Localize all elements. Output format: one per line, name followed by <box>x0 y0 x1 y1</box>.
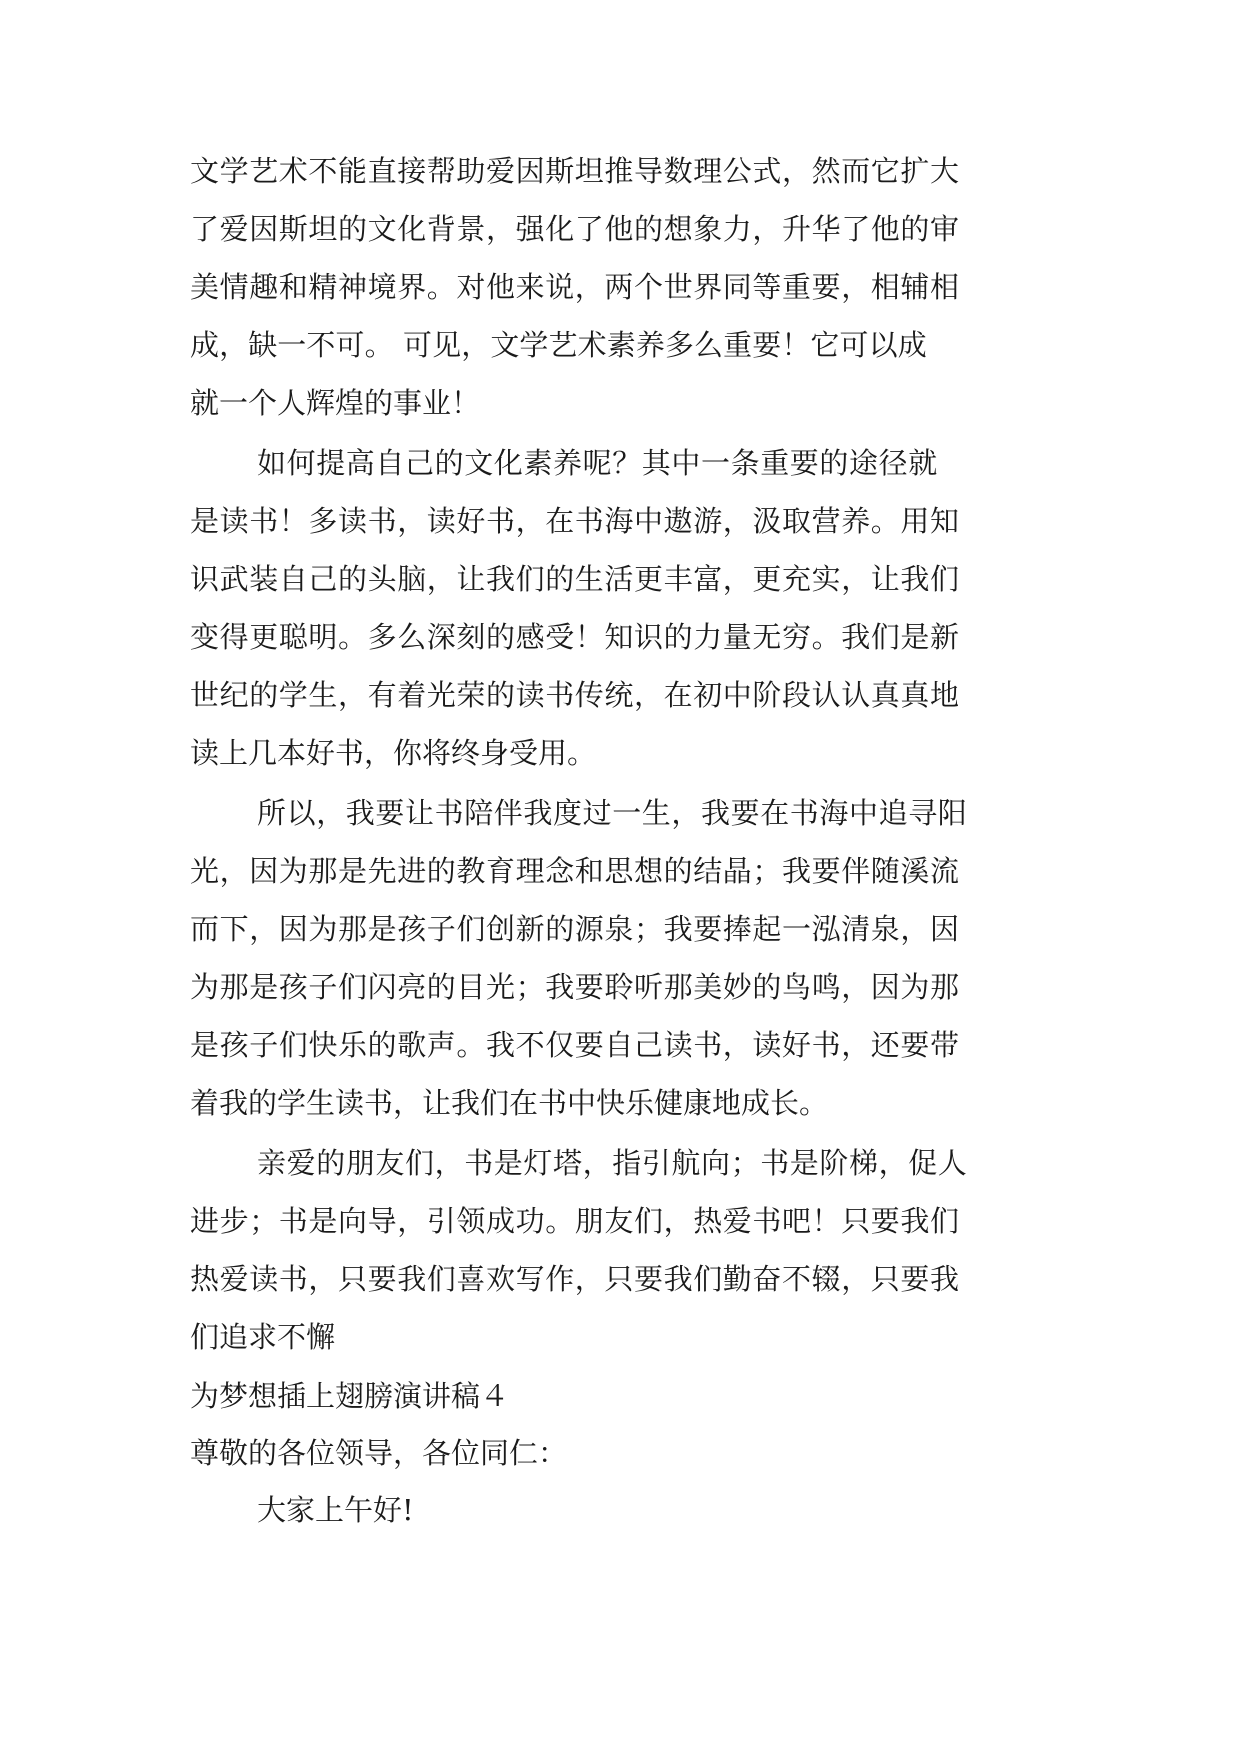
paragraph-line: 为那是孩子们闪亮的目光；我要聆听那美妙的鸟鸣，因为那 <box>190 970 960 1004</box>
paragraph-line: 变得更聪明。多么深刻的感受！知识的力量无穷。我们是新 <box>190 620 960 654</box>
paragraph-line: 美情趣和精神境界。对他来说，两个世界同等重要，相辅相 <box>190 270 960 304</box>
paragraph-line: 热爱读书，只要我们喜欢写作，只要我们勤奋不辍，只要我 <box>190 1262 960 1296</box>
paragraph-line: 识武装自己的头脑，让我们的生活更丰富，更充实，让我们 <box>190 562 960 596</box>
section-title: 为梦想插上翅膀演讲稿４ <box>190 1379 510 1413</box>
paragraph-line: 成，缺一不可。 可见，文学艺术素养多么重要！它可以成 <box>190 328 927 362</box>
paragraph-line: 文学艺术不能直接帮助爱因斯坦推导数理公式，然而它扩大 <box>190 154 960 188</box>
paragraph-line: 进步；书是向导，引领成功。朋友们，热爱书吧！只要我们 <box>190 1204 960 1238</box>
paragraph-line: 读上几本好书，你将终身受用。 <box>190 736 597 770</box>
greeting: 大家上午好! <box>257 1493 414 1527</box>
paragraph-line: 亲爱的朋友们，书是灯塔，指引航向；书是阶梯，促人 <box>257 1146 968 1180</box>
paragraph-line: 了爱因斯坦的文化背景，强化了他的想象力，升华了他的审 <box>190 212 960 246</box>
paragraph-line: 光，因为那是先进的教育理念和思想的结晶；我要伴随溪流 <box>190 854 960 888</box>
paragraph-line: 所以，我要让书陪伴我度过一生，我要在书海中追寻阳 <box>257 796 968 830</box>
paragraph-line: 着我的学生读书，让我们在书中快乐健康地成长。 <box>190 1086 829 1120</box>
paragraph-line: 们追求不懈 <box>190 1320 336 1354</box>
paragraph-line: 是孩子们快乐的歌声。我不仅要自己读书，读好书，还要带 <box>190 1028 960 1062</box>
paragraph-line: 而下，因为那是孩子们创新的源泉；我要捧起一泓清泉，因 <box>190 912 960 946</box>
paragraph-line: 世纪的学生，有着光荣的读书传统，在初中阶段认认真真地 <box>190 678 960 712</box>
paragraph-line: 是读书！多读书，读好书，在书海中遨游，汲取营养。用知 <box>190 504 960 538</box>
paragraph-line: 如何提高自己的文化素养呢？其中一条重要的途径就 <box>257 446 938 480</box>
paragraph-line: 就一个人辉煌的事业！ <box>190 386 481 420</box>
salutation: 尊敬的各位领导，各位同仁： <box>190 1436 568 1470</box>
